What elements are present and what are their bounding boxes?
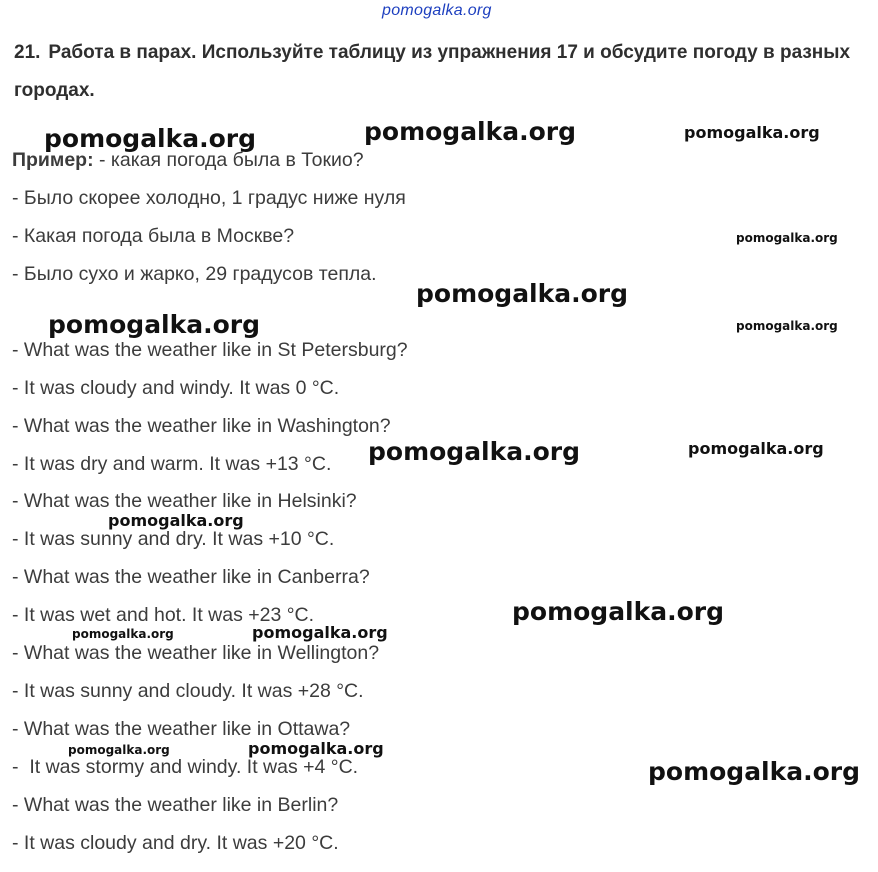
watermark: pomogalka.org	[368, 437, 581, 466]
dialogue-line: - It was stormy and windy. It was +4 °C.	[12, 756, 359, 778]
task-heading	[14, 34, 874, 110]
watermark: pomogalka.org	[688, 439, 824, 458]
example-label: Пример:	[12, 149, 94, 171]
example-line-4: - Было сухо и жарко, 29 градусов тепла.	[12, 263, 377, 285]
watermark: pomogalka.org	[44, 124, 257, 153]
dialogue-line: - It was cloudy and dry. It was +20 °C.	[12, 832, 339, 854]
dialogue-line: - What was the weather like in Berlin?	[12, 794, 339, 816]
dialogue-line: - What was the weather like in Canberra?	[12, 566, 370, 588]
dialogue-line: - What was the weather like in Wellington?	[12, 642, 380, 664]
watermark: pomogalka.org	[736, 231, 838, 245]
dialogue-line: - What was the weather like in Washington?	[12, 415, 391, 437]
watermark: pomogalka.org	[252, 623, 388, 642]
watermark: pomogalka.org	[512, 597, 725, 626]
dialogue-line: - It was wet and hot. It was +23 °C.	[12, 604, 315, 626]
watermark: pomogalka.org	[48, 310, 261, 339]
watermark: pomogalka.org	[68, 743, 170, 757]
dialogue-line: - What was the weather like in Ottawa?	[12, 718, 351, 740]
dialogue-line: - What was the weather like in Helsinki?	[12, 490, 357, 512]
watermark: pomogalka.org	[648, 757, 861, 786]
watermark: pomogalka.org	[72, 627, 174, 641]
dialogue-line: - It was cloudy and windy. It was 0 °C.	[12, 377, 340, 399]
example-line-2: - Было скорее холодно, 1 градус ниже нуля	[12, 187, 406, 209]
site-header-mark: pomogalka.org	[382, 2, 492, 19]
watermark: pomogalka.org	[364, 117, 577, 146]
example-line-3: - Какая погода была в Москве?	[12, 225, 295, 247]
task-number: 21.	[14, 42, 41, 63]
watermark: pomogalka.org	[684, 123, 820, 142]
dialogue-line: - It was dry and warm. It was +13 °C.	[12, 453, 332, 475]
dialogue-line: - It was sunny and cloudy. It was +28 °C.	[12, 680, 364, 702]
watermark: pomogalka.org	[736, 319, 838, 333]
example-question: - какая погода была в Токио?	[93, 149, 364, 171]
watermark: pomogalka.org	[248, 739, 384, 758]
dialogue-line: - It was sunny and dry. It was +10 °C.	[12, 528, 335, 550]
watermark: pomogalka.org	[108, 511, 244, 530]
task-text: Работа в парах. Используйте таблицу из упражнения 17 и обсудите погоду в разных городах.	[14, 42, 851, 101]
dialogue-line: - What was the weather like in St Petersburg?	[12, 339, 408, 361]
watermark: pomogalka.org	[416, 279, 629, 308]
